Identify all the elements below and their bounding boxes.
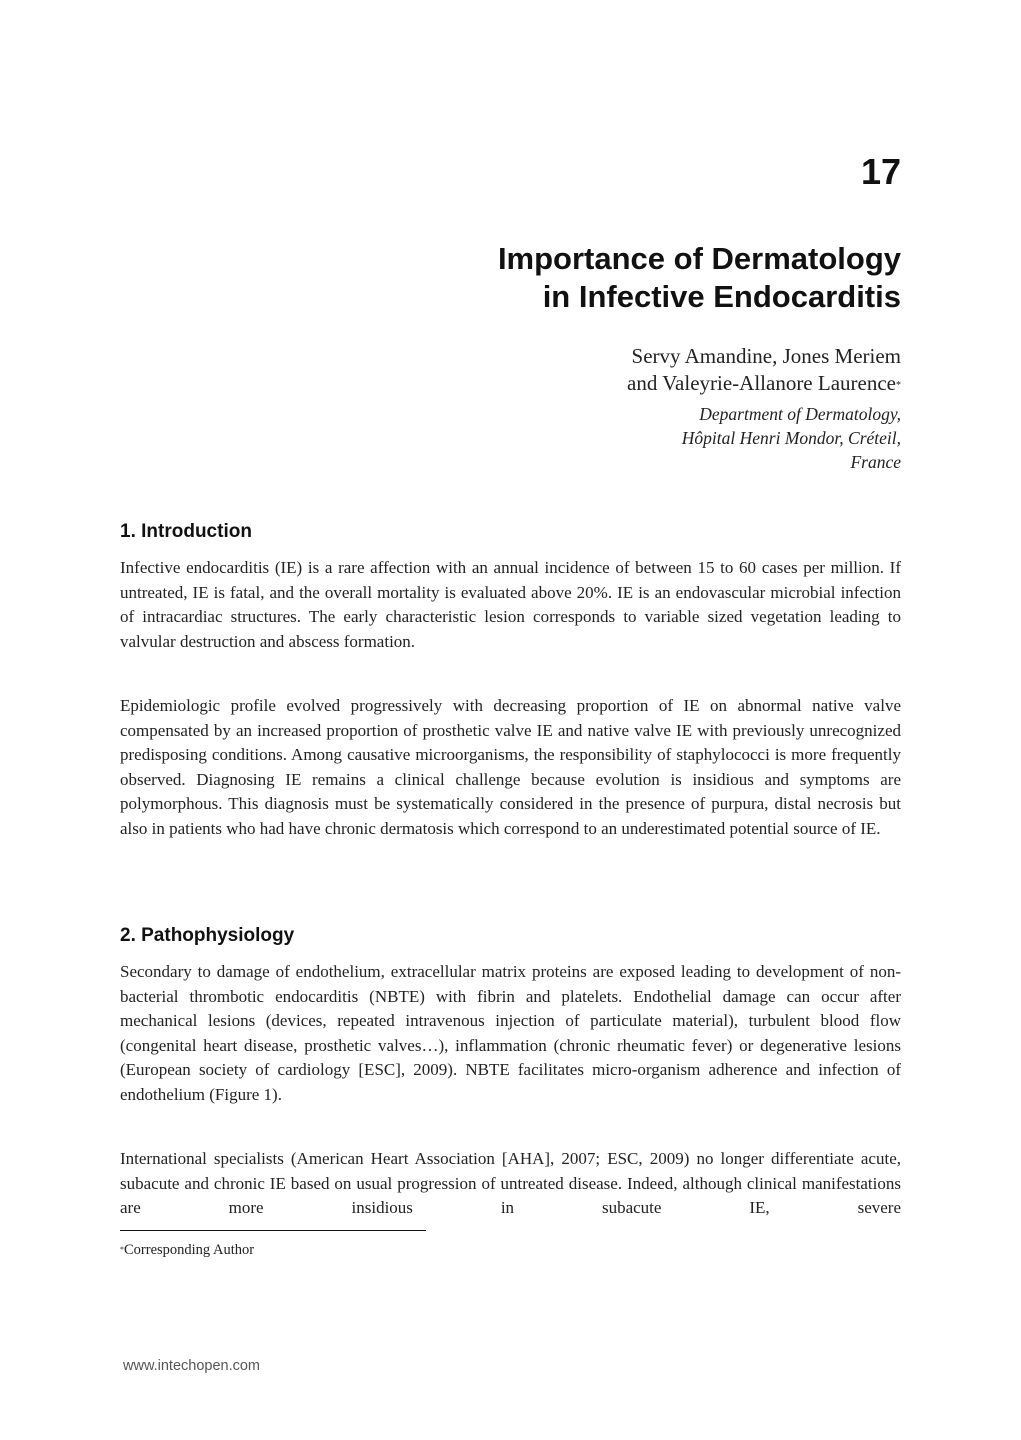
authors-line-2 bbox=[627, 370, 901, 397]
affiliation-line-3: France bbox=[850, 452, 901, 472]
affiliation-line-1: Department of Dermatology, bbox=[699, 404, 901, 424]
chapter-title bbox=[498, 240, 901, 316]
affiliation-line-2: Hôpital Henri Mondor, Créteil, bbox=[681, 428, 901, 448]
chapter-number: 17 bbox=[860, 151, 901, 192]
footnote-mark: * bbox=[120, 1245, 124, 1254]
chapter-title-line-2: in Infective Endocarditis bbox=[542, 279, 901, 314]
paragraph-introduction-2: Epidemiologic profile evolved progressively with decreasing proportion of IE on abnormal native valve compensated by an increased proportion of prosthetic valve IE and native valve IE with previously unrecognized predisposing conditions. Among causative microorganisms, the responsibility of staphylococci is more frequently observed. Diagnosing IE remains a clinical challenge because evolution is insidious and symptoms are polymorphous. This diagnosis must be systematically considered in the presence of purpura, distal necrosis but also in patients who had have chronic dermatosis which correspond to an underestimated potential source of IE. bbox=[120, 696, 901, 838]
paragraph-pathophysiology-1: Secondary to damage of endothelium, extracellular matrix proteins are exposed leading to development of non-bacterial thrombotic endocarditis (NBTE) with fibrin and platelets. Endothelial damage can occur after mechanical lesions (devices, repeated intravenous injection of particulate material), turbulent blood flow (congenital heart disease, prosthetic valves…), inflammation (chronic rheumatic fever) or degenerative lesions (European society of cardiology [ESC], 2009). NBTE facilitates micro-organism adherence and infection of endothelium (Figure 1). bbox=[120, 962, 901, 1104]
paragraph-pathophysiology-2: International specialists (American Heart Association [AHA], 2007; ESC, 2009) no longer differentiate acute, subacute and chronic IE based on usual progression of untreated disease. Indeed, although clinical manifestations are more insidious in subacute IE, severe bbox=[120, 1149, 901, 1218]
section-heading-pathophysiology: 2. Pathophysiology bbox=[120, 925, 295, 946]
paragraph-introduction-1: Infective endocarditis (IE) is a rare affection with an annual incidence of between 15 to 60 cases per million. If untreated, IE is fatal, and the overall mortality is evaluated above 20%. IE is an endovascular microbial infection of intracardiac structures. The early characteristic lesion corresponds to variable sized vegetation leading to valvular destruction and abscess formation. bbox=[120, 558, 901, 651]
footnote bbox=[120, 1240, 254, 1260]
footnote-text: Corresponding Author bbox=[124, 1242, 255, 1258]
publisher-url[interactable]: www.intechopen.com bbox=[123, 1358, 261, 1374]
authors-line-2-text: and Valeyrie-Allanore Laurence bbox=[627, 371, 896, 395]
authors-line-1: Servy Amandine, Jones Meriem bbox=[631, 344, 901, 368]
footnote-divider bbox=[120, 1230, 426, 1231]
chapter-title-line-1: Importance of Dermatology bbox=[497, 241, 901, 276]
corresponding-author-mark: * bbox=[896, 380, 901, 391]
author-list bbox=[627, 343, 901, 397]
affiliation bbox=[682, 402, 901, 474]
section-heading-introduction: 1. Introduction bbox=[120, 521, 252, 542]
